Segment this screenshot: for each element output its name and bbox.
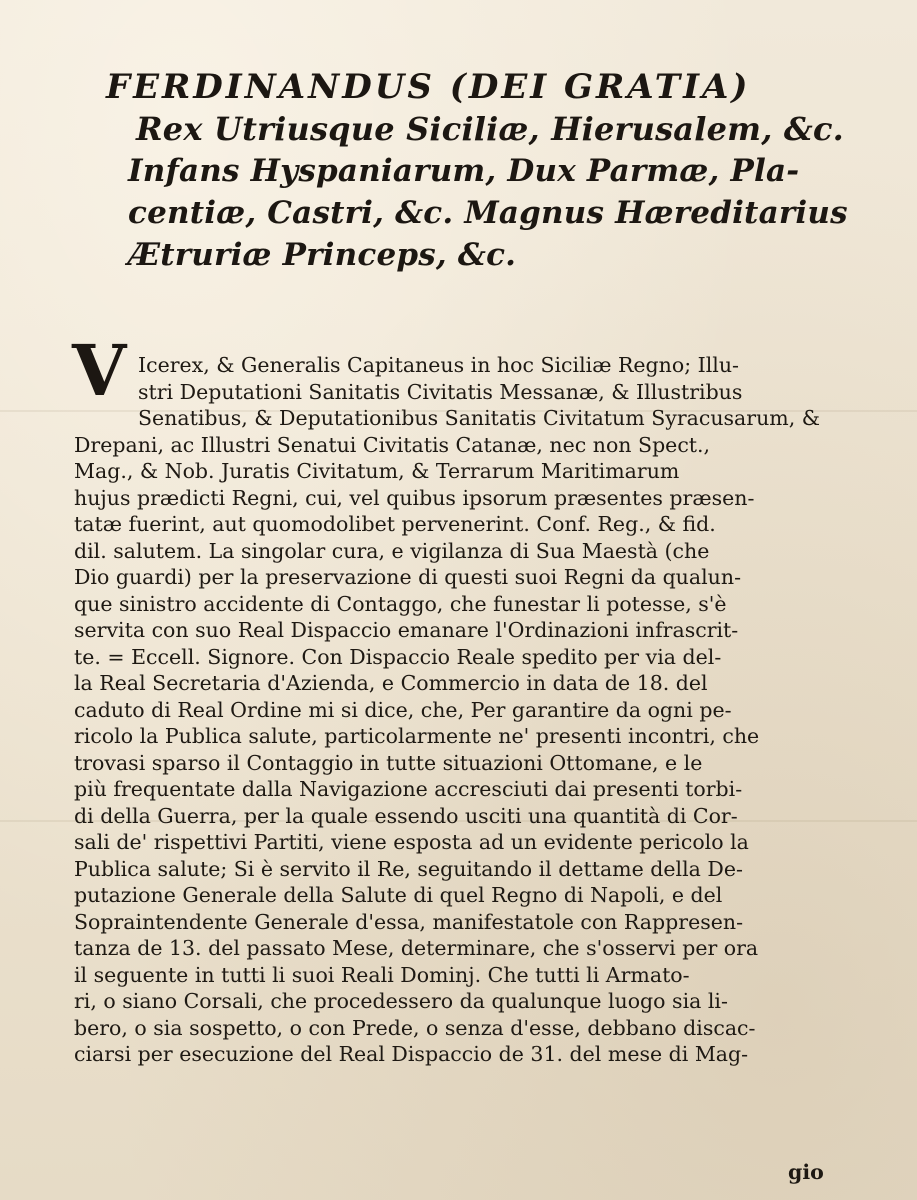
royal-title — [100, 66, 900, 276]
text-line: il seguente in tutti li suoi Reali Dominj. Che tutti li Armato- — [74, 962, 690, 987]
text-line: Drepani, ac Illustri Senatui Civitatis Catanæ, nec non Spect., — [74, 432, 711, 457]
title-line: Ætruriæ Princeps, &c. — [128, 237, 517, 273]
text-line: te. = Eccell. Signore. Con Dispaccio Reale spedito per via del- — [74, 644, 722, 669]
text-line: Sopraintendente Generale d'essa, manifestatole con Rappresen- — [74, 909, 743, 934]
text-line: Senatibus, & Deputationibus Sanitatis Civitatum Syracusarum, & — [138, 406, 820, 430]
text-line: hujus prædicti Regni, cui, vel quibus ipsorum præsentes præsen- — [74, 485, 755, 510]
text-line: ricolo la Publica salute, particolarmente ne' presenti incontri, che — [74, 724, 760, 748]
text-line: più frequentate dalla Navigazione accresciuti dai presenti torbi- — [74, 777, 743, 801]
text-line: Mag., & Nob. Juratis Civitatum, & Terrarum Maritimarum — [74, 459, 680, 483]
text-line: putazione Generale della Salute di quel Regno di Napoli, e del — [74, 883, 723, 907]
text-line: Icerex, & Generalis Capitaneus in hoc Siciliæ Regno; Illu- — [138, 353, 739, 377]
title-line: centiæ, Castri, &c. Magnus Hæreditarius — [128, 195, 848, 231]
decree-text — [74, 352, 860, 1068]
text-line: la Real Secretaria d'Azienda, e Commercio in data de 18. del — [74, 671, 708, 695]
text-line: trovasi sparso il Contaggio in tutte situazioni Ottomane, e le — [74, 750, 703, 775]
text-line: servita con suo Real Dispaccio emanare l'Ordinazioni infrascrit- — [74, 618, 739, 642]
text-line: di della Guerra, per la quale essendo usciti una quantità di Cor- — [74, 803, 738, 828]
text-line: sali de' rispettivi Partiti, viene esposta ad un evidente pericolo la — [74, 830, 749, 854]
text-line: caduto di Real Ordine mi si dice, che, Per garantire da ogni pe- — [74, 697, 732, 722]
text-line: tatæ fuerint, aut quomodolibet pervenerint. Conf. Reg., & fid. — [74, 512, 716, 536]
text-line: Publica salute; Si è servito il Re, seguitando il dettame della De- — [74, 856, 743, 881]
text-line: tanza de 13. del passato Mese, determinare, che s'osservi per ora — [74, 936, 759, 960]
title-line: FERDINANDUS (DEI GRATIA) — [106, 67, 751, 107]
text-line: ciarsi per esecuzione del Real Dispaccio de 31. del mese di Mag- — [74, 1042, 749, 1066]
text-line: stri Deputationi Sanitatis Civitatis Messanæ, & Illustribus — [138, 379, 743, 404]
title-line: Infans Hyspaniarum, Dux Parmæ, Pla- — [128, 153, 800, 189]
catchword: gio — [788, 1160, 824, 1184]
title-line: Rex Utriusque Siciliæ, Hierusalem, &c. — [136, 110, 845, 148]
text-line: Dio guardi) per la preservazione di questi suoi Regni da qualun- — [74, 565, 742, 589]
text-line: bero, o sia sospetto, o con Prede, o senza d'esse, debbano discac- — [74, 1015, 756, 1040]
drop-cap: V — [72, 329, 127, 412]
text-line: ri, o siano Corsali, che procedessero da qualunque luogo sia li- — [74, 989, 728, 1013]
text-line: que sinistro accidente di Contaggo, che funestar li potesse, s'è — [74, 591, 727, 616]
text-line: dil. salutem. La singolar cura, e vigilanza di Sua Maestà (che — [74, 538, 710, 563]
